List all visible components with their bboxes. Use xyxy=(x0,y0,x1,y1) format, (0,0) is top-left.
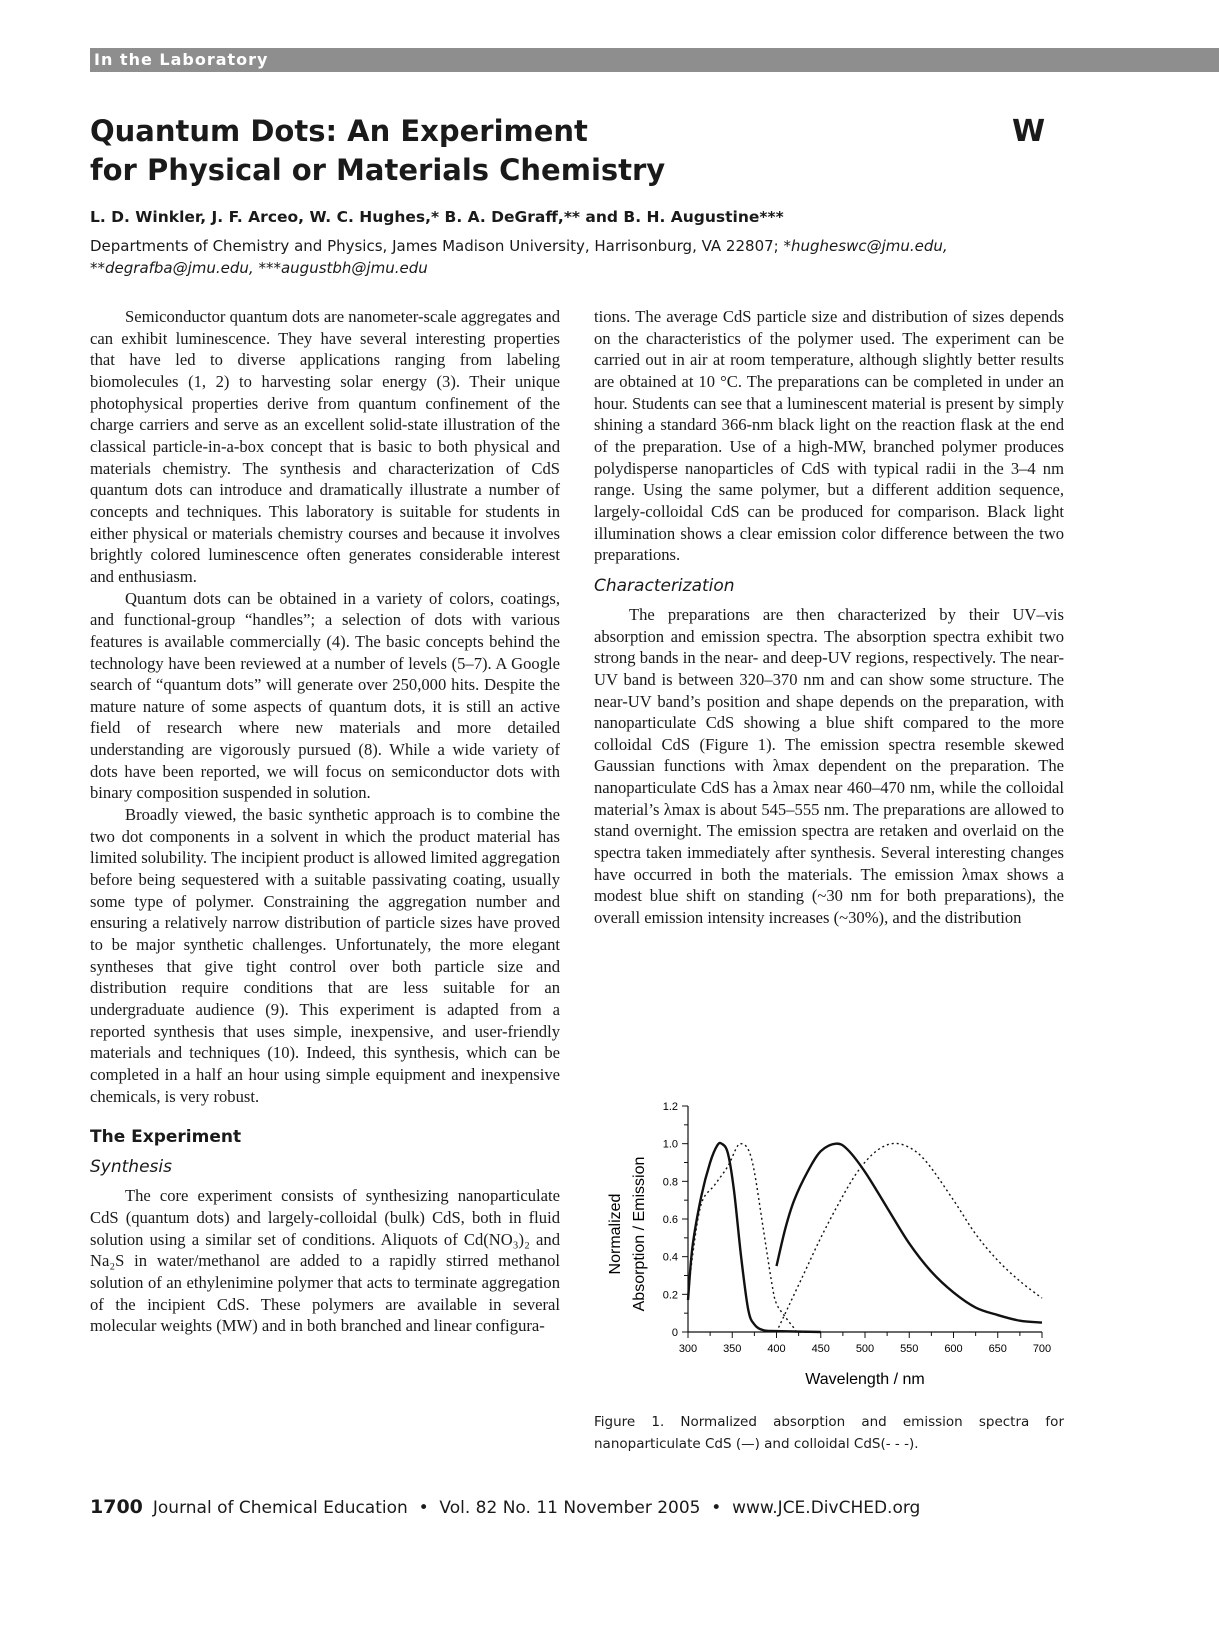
x-tick-label: 550 xyxy=(900,1343,919,1355)
x-tick-label: 350 xyxy=(723,1343,742,1355)
page-footer xyxy=(90,1496,920,1518)
y-tick-label: 1.0 xyxy=(662,1138,678,1151)
affiliation-text: Departments of Chemistry and Physics, James Madison University, Harrisonburg, VA 22807; xyxy=(90,237,784,255)
authors: L. D. Winkler, J. F. Arceo, W. C. Hughes,* B. A. DeGraff,** and B. H. Augustine*** xyxy=(90,208,784,226)
x-axis-label: Wavelength / nm xyxy=(805,1371,925,1388)
title-line-1: Quantum Dots: An Experiment xyxy=(90,114,588,148)
subsection-heading: Characterization xyxy=(594,575,735,596)
affiliation xyxy=(90,235,1050,279)
y-tick-label: 0.2 xyxy=(662,1289,678,1302)
y-tick-label: 0.8 xyxy=(662,1176,678,1189)
page-number: 1700 xyxy=(90,1496,143,1518)
paragraph: Quantum dots can be obtained in a variety of colors, coatings, and functional-group “handles”; a selection of dots with various features is available commercially (4). The basic concepts behind the technology have been reviewed at a number of levels (5–7). A Google search of “quantum dots” will generate over 250,000 hits. Despite the mature nature of some aspects of quantum dots, it is still an active field of research where new materials and more detailed understanding are vigorously pursued (8). While a wide variety of dots have been reported, we will focus on semiconductor dots with binary composition suspended in solution. xyxy=(90,588,560,803)
paragraph: The core experiment consists of synthesizing nanoparticulate CdS (quantum dots) and largely-colloidal (bulk) CdS, both in fluid solution using a similar set of conditions. Aliquots of Cd(NO₃)₂ and Na₂S in water/methanol are added to a rapidly stirred methanol solution of an ethylenimine polymer that acts to terminate aggregation of the incipient CdS. These polymers are available in several molecular weights (MW) and in both branched and linear configura- xyxy=(90,1186,560,1336)
right-column xyxy=(594,306,1064,929)
subsection-heading: Synthesis xyxy=(90,1157,172,1178)
y-axis-label: Normalized xyxy=(607,1193,624,1275)
y-tick-label: 1.2 xyxy=(662,1101,678,1113)
paragraph: The preparations are then characterized by their UV–vis absorption and emission spectra. The absorption spectra exhibit two strong bands in the near- and deep-UV regions, respectively. The near-UV band is between 320–370 nm and can show some structure. The near-UV band’s position and shape depends on the preparation, with nanoparticulate CdS showing a blue shift compared to the more colloidal CdS (Figure 1). The emission spectra resemble skewed Gaussian functions with λmax dependent on the preparation. The nanoparticulate CdS has a λmax near 460–470 nm, while the colloidal material’s λmax is about 545–555 nm. The preparations are allowed to stand overnight. The emission spectra are retaken and overlaid on the spectra taken immediately after synthesis. Several interesting changes have occurred in both the materials. The emission λmax shows a modest blue shift on standing (~30 nm for both preparations), the overall emission intensity increases (~30%), and the distribution xyxy=(594,604,1064,928)
series-line-0 xyxy=(688,1143,821,1332)
paragraph: tions. The average CdS particle size and distribution of sizes depends on the characteristics of the polymer used. The experiment can be carried out in air at room temperature, although slightly better results are obtained at 10 °C. The preparations can be completed in under an hour. Students can see that a luminescent material is present by simply shining a standard 366-nm black light on the reaction flask at the end of the preparation. Use of a high-MW, branched polymer produces polydisperse nanoparticles of CdS with typical radii in the 3–4 nm range. Using the same polymer, but a different addition sequence, largely-colloidal CdS can be produced for comparison. Black light illumination shows a clear emission color difference between the two preparations. xyxy=(594,307,1064,565)
title-line-2: for Physical or Materials Chemistry xyxy=(90,153,666,187)
x-tick-label: 500 xyxy=(855,1343,875,1355)
y-tick-label: 0.6 xyxy=(662,1214,678,1226)
article-title xyxy=(90,112,665,190)
email-link[interactable]: *hugheswc@jmu.edu, xyxy=(783,237,948,255)
paragraph: Broadly viewed, the basic synthetic approach is to combine the two dot components in a solvent in which the product material has limited solubility. The incipient product is allowed limited aggregation before being sequestered with a suitable passivating coating, usually some type of polymer. Constraining the aggregation number and ensuring a relatively narrow distribution of particle sizes have proved to be major synthetic challenges. Unfortunately, the more elegant syntheses that give tight control over both particle size and distribution require conditions that are less suitable for an undergraduate audience (9). This experiment is adapted from a reported synthesis that uses simple, inexpensive, and user-friendly materials and techniques (10). Indeed, this synthesis, which can be completed in a half an hour using simple equipment and inexpensive chemicals, is very robust. xyxy=(90,805,560,1106)
y-axis-label: Absorption / Emission xyxy=(631,1156,648,1312)
section-heading: The Experiment xyxy=(90,1127,242,1148)
series-line-3 xyxy=(777,1143,1043,1332)
figure-caption: Figure 1. Normalized absorption and emission spectra for nanoparticulate CdS (—) and colloidal CdS(- - -). xyxy=(594,1414,1064,1452)
section-label: In the Laboratory xyxy=(94,50,269,69)
y-tick-label: 0.4 xyxy=(662,1251,678,1264)
x-tick-label: 650 xyxy=(988,1343,1007,1355)
y-tick-label: 0 xyxy=(671,1327,678,1339)
x-tick-label: 600 xyxy=(944,1343,963,1355)
x-tick-label: 450 xyxy=(811,1343,830,1355)
section-banner xyxy=(90,48,1219,72)
x-tick-label: 400 xyxy=(767,1343,786,1355)
web-material-icon: W xyxy=(1012,114,1046,149)
journal-info: Journal of Chemical Education • Vol. 82 No. 11 November 2005 • www.JCE.DivCHED.org xyxy=(152,1498,921,1518)
email-links[interactable]: **degrafba@jmu.edu, ***augustbh@jmu.edu xyxy=(90,259,428,277)
x-tick-label: 700 xyxy=(1032,1343,1052,1355)
figure-1-chart xyxy=(590,1090,1070,1390)
left-column xyxy=(90,306,560,1337)
series-line-2 xyxy=(777,1144,1043,1323)
paragraph: Semiconductor quantum dots are nanometer-scale aggregates and can exhibit luminescence. They have several interesting properties that have led to diverse applications ranging from labeling biomolecules (1, 2) to harvesting solar energy (3). Their unique photophysical properties derive from quantum confinement of the charge carriers and serve as an excellent solid-state illustration of the classical particle-in-a-box concept that is basic to both physical and materials chemistry. The synthesis and characterization of CdS quantum dots can introduce and dramatically illustrate a number of concepts and techniques. This laboratory is suitable for students in either physical or materials chemistry courses and because it involves brightly colored luminescence often generates considerable interest and enthusiasm. xyxy=(90,307,560,586)
x-tick-label: 300 xyxy=(678,1343,698,1355)
